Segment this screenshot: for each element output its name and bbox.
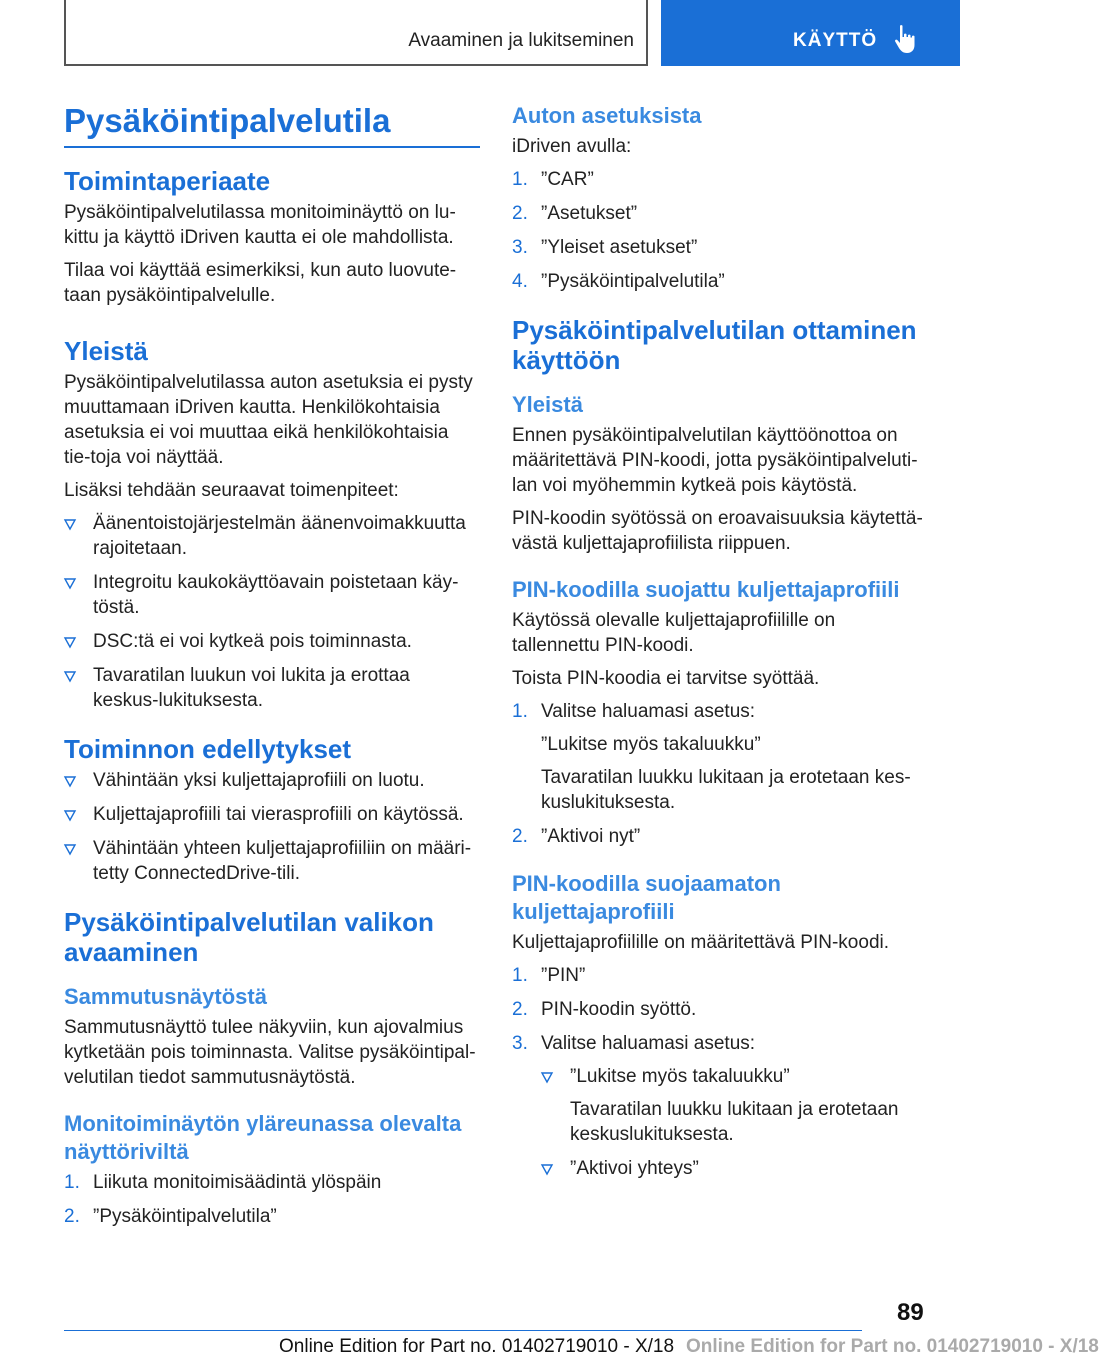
triangle-bullet-icon [541,1072,553,1083]
left-column [64,96,480,1238]
bullet-list [64,768,480,886]
triangle-bullet-icon [64,810,76,821]
chapter-tab [661,0,960,66]
paragraph: Tilaa voi käyttää esimerkiksi, kun auto luovute‐taan pysäköintipalvelulle. [64,260,457,306]
list-item: 1. ”CAR” [512,169,594,190]
heading-yleista: Yleistä [64,336,148,366]
paragraph: Lisäksi tehdään seuraavat toimenpiteet: [64,480,399,501]
numbered-list [512,699,928,849]
heading-pin-suojaamaton: PIN-koodilla suojaamaton kuljettajaprofiili [512,871,781,924]
heading-auton-asetuksista: Auton asetuksista [512,103,702,128]
heading-sammutusnaytosta: Sammutusnäytöstä [64,984,267,1009]
heading-toiminnon-edellytykset: Toiminnon edellytykset [64,734,352,764]
paragraph: Pysäköintipalvelutilassa auton asetuksia ei pysty muuttamaan iDriven kautta. Henkilökohtaisia asetuksia ei voi muuttaa eikä henkilökohtaisia tie‐toja voi näyttää. [64,372,473,468]
list-item: 3. ”Yleiset asetukset” [512,237,698,258]
heading-kayttoon-ottaminen: Pysäköintipalvelutilan ottaminen käyttöön [512,315,917,375]
triangle-bullet-icon [64,578,76,589]
paragraph: Toista PIN-koodia ei tarvitse syöttää. [512,668,820,689]
heading-pin-suojattu: PIN-koodilla suojattu kuljettajaprofiili [512,577,900,602]
numbered-list [512,167,928,294]
paragraph: PIN-koodin syötössä on eroavaisuuksia käytettä‐västä kuljettajaprofiilista riippuen. [512,508,923,554]
list-item: ”Lukitse myös takaluukku” Tavaratilan luukku lukitaan ja erotetaan keskuslukituksesta. [541,1064,928,1147]
list-item: 1. Valitse haluamasi asetus: ”Lukitse myös takaluukku” Tavaratilan luukku lukitaan ja erotetaan kes‐kuslukituksesta. [512,701,911,813]
list-item: DSC:tä ei voi kytkeä pois toiminnasta. [64,629,480,654]
list-item: Integroitu kaukokäyttöavain poistetaan käy‐töstä. [64,570,480,620]
paragraph: iDriven avulla: [512,136,632,157]
chapter-title: KÄYTTÖ [793,30,878,51]
paragraph: Kuljettajaprofiilille on määritettävä PIN-koodi. [512,932,890,953]
paragraph: Ennen pysäköintipalvelutilan käyttöönottoa on määritettävä PIN-koodi, jotta pysäköintipalveluti‐lan voi myöhemmin kytkeä pois käytöstä. [512,425,918,496]
heading-yleista-2: Yleistä [512,392,583,417]
list-item: 2. ”Aktivoi nyt” [512,826,641,847]
list-item: Äänentoistojärjestelmän äänenvoimakkuutta rajoitetaan. [64,511,480,561]
list-item: 3. Valitse haluamasi asetus: ”Lukitse myös takaluukku” Tavaratilan luukku lukitaan ja erotetaan keskuslukituksesta. ”Aktivoi yhteys” [512,1031,928,1181]
triangle-bullet-icon [64,519,76,530]
list-item: 2. ”Pysäköintipalvelutila” [64,1206,277,1227]
list-item: Tavaratilan luukun voi lukita ja erottaa keskus‐lukituksesta. [64,663,480,713]
list-item: 1. Liikuta monitoimisäädintä ylöspäin [64,1172,382,1193]
page-title: Pysäköintipalvelutila [64,96,480,148]
bullet-list [64,511,480,713]
list-item: Vähintään yksi kuljettajaprofiili on luotu. [64,768,480,793]
triangle-bullet-icon [64,637,76,648]
bullet-list [541,1064,928,1181]
list-item: 2. PIN-koodin syöttö. [512,999,697,1020]
watermark: Online Edition for Part no. 01402719010 - X/18 [686,1336,1099,1357]
right-column [512,96,928,1190]
list-item: Vähintään yhteen kuljettajaprofiiliin on määri‐tetty ConnectedDrive-tili. [64,836,480,886]
heading-toimintaperiaate: Toimintaperiaate [64,166,271,196]
page-number: 89 [897,1299,924,1326]
heading-valikon-avaaminen: Pysäköintipalvelutilan valikon avaaminen [64,907,434,967]
triangle-bullet-icon [64,671,76,682]
page-header [64,0,960,66]
section-title: Avaaminen ja lukitseminen [408,30,634,51]
numbered-list [64,1170,480,1229]
triangle-bullet-icon [541,1164,553,1175]
triangle-bullet-icon [64,776,76,787]
footer-edition: Online Edition for Part no. 01402719010 - X/18 [279,1336,675,1357]
paragraph: Pysäköintipalvelutilassa monitoiminäyttö on lu‐kittu ja käyttö iDriven kautta ei ole mahdollista. [64,202,456,248]
list-item: ”Aktivoi yhteys” [541,1156,928,1181]
paragraph: Sammutusnäyttö tulee näkyviin, kun ajovalmius kytketään pois toiminnasta. Valitse pysäköintipal‐velutilan tiedot sammutusnäytöstä. [64,1017,476,1088]
heading-monitoiminaytto: Monitoiminäytön yläreunassa olevalta näyttöriviltä [64,1111,462,1164]
triangle-bullet-icon [64,844,76,855]
pointing-hand-icon [893,24,919,54]
list-item: 4. ”Pysäköintipalvelutila” [512,271,725,292]
section-tab [64,0,648,66]
list-item: 2. ”Asetukset” [512,203,638,224]
paragraph: Käytössä olevalle kuljettajaprofiilille on tallennettu PIN-koodi. [512,610,836,656]
numbered-list [512,963,928,1181]
footer-divider [64,1330,862,1331]
list-item: Kuljettajaprofiili tai vierasprofiili on käytössä. [64,802,480,827]
list-item: 1. ”PIN” [512,965,586,986]
